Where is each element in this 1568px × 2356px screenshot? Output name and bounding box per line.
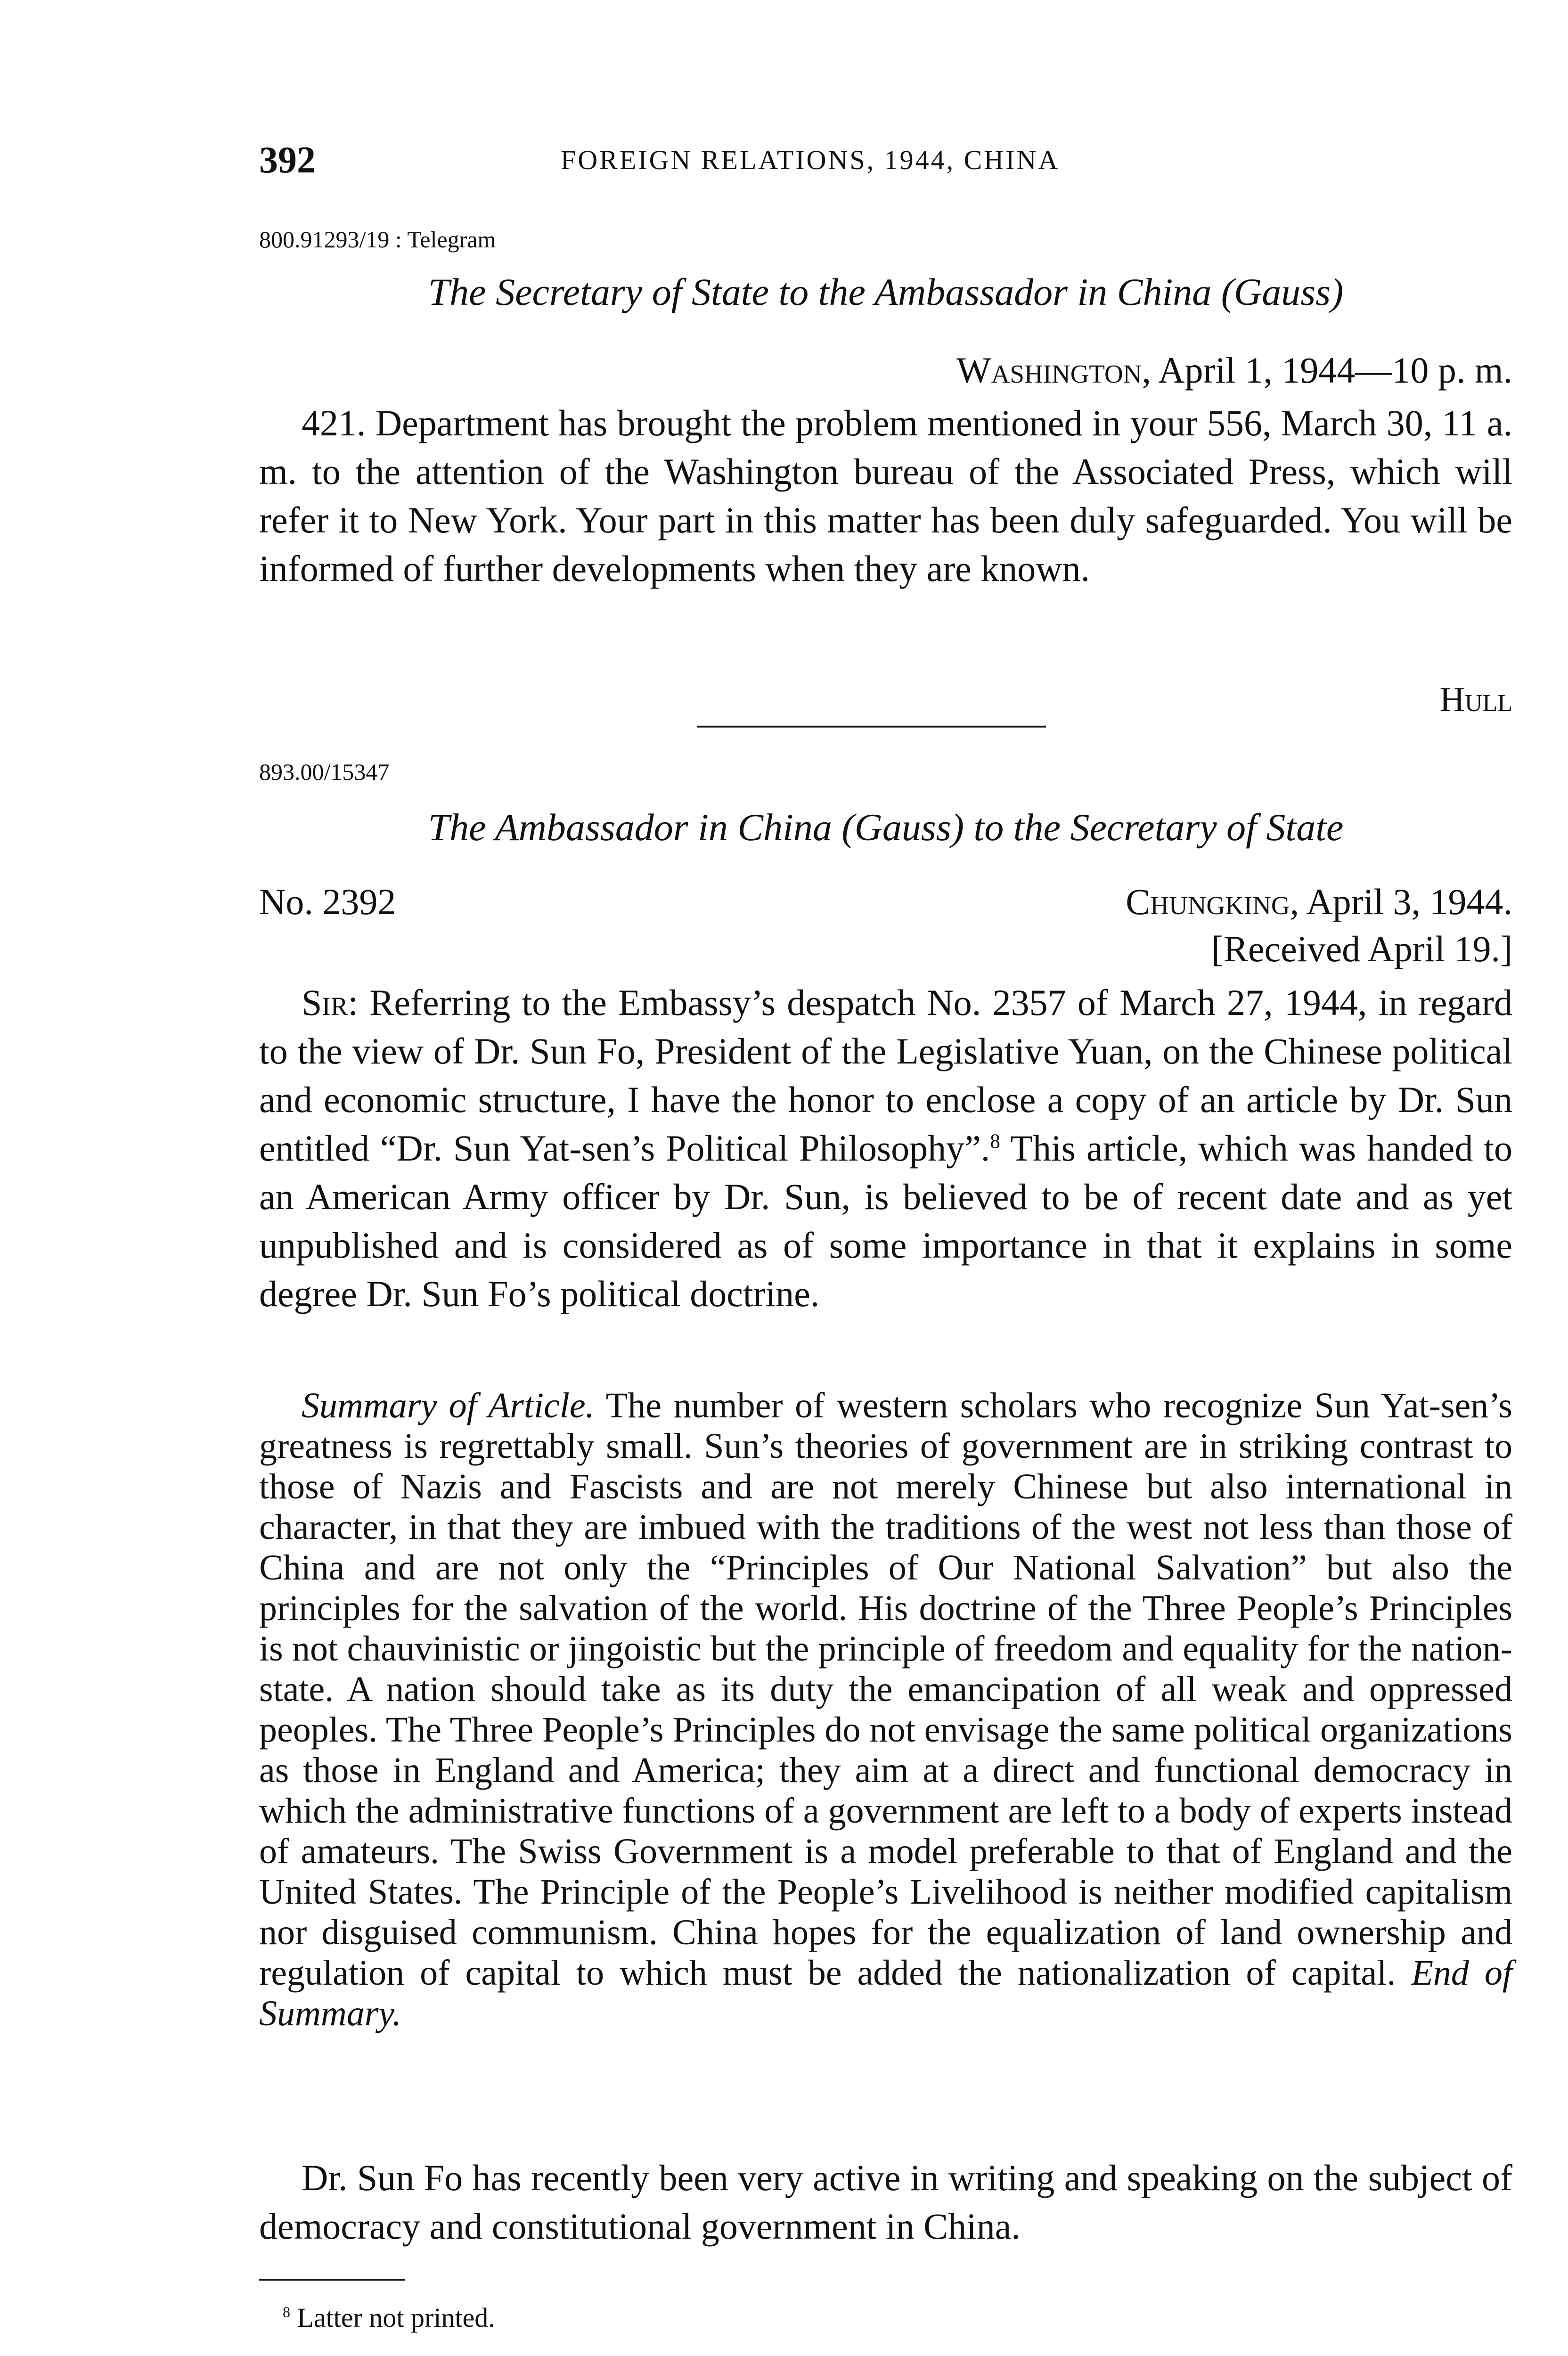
paragraph-text: Referring to the Embassy’s despatch No. 2357 of March 27, 1944, in regard to the view of Dr. Sun Fo, President of the Legislative Yuan, on the Chinese political and economic structure, I have the honor to enclose a copy of an article by Dr. Sun entitled “Dr. Sun Yat-sen’s Political Philosophy”.: [259, 982, 1512, 1169]
footnote-text: Latter not printed.: [297, 2302, 495, 2333]
section-separator: [697, 726, 1046, 728]
footnote-reference: 8: [990, 1130, 1000, 1153]
telegram-paragraph: 421. Department has brought the problem mentioned in your 556, March 30, 11 a. m. to the attention of the Washington bureau of the Associated Press, which will refer it to New York. Your part in this matter has been duly safeguarded. You will be informed of further developments when they are known.: [259, 402, 1512, 589]
signature: Hull: [1439, 680, 1512, 719]
despatch-number: No. 2392: [259, 881, 396, 922]
summary-end: End of Summary.: [259, 1953, 1512, 2033]
dateline-place: Chungking: [1126, 881, 1290, 922]
footnote-rule: [259, 2279, 405, 2281]
document-title-2: The Ambassador in China (Gauss) to the Secretary of State: [428, 806, 1344, 849]
dateline-place: Washington: [956, 350, 1142, 391]
footnote-mark: 8: [283, 2304, 290, 2321]
dateline-date: , April 3, 1944.: [1290, 881, 1512, 922]
article-summary: [259, 1385, 1512, 2034]
summary-label: Summary of Article.: [302, 1386, 595, 1425]
telegram-body: [259, 399, 1512, 593]
summary-paragraph: [259, 1385, 1512, 2034]
page-number: 392: [259, 139, 316, 181]
summary-text: The number of western scholars who recognize Sun Yat-sen’s greatness is regrettably small. Sun’s theories of government are in striking contrast to those of Nazis and Fascists and are not merely Chinese but also international in character, in that they are imbued with the traditions of the west not less than those of China and are not only the “Principles of Our National Salvation” but also the principles for the salvation of the world. His doctrine of the Three People’s Principles is not chauvinistic or jingoistic but the principle of freedom and equality for the nation-state. A nation should take as its duty the emancipation of all weak and oppressed peoples. The Three People’s Principles do not envisage the same political organizations as those in England and America; they aim at a direct and functional democracy in which the administrative functions of a government are left to a body of experts instead of amateurs. The Swiss Government is a model preferable to that of England and the United States. The Principle of the People’s Livelihood is neither modified capitalism nor disguised communism. China hopes for the equalization of land ownership and regulation of capital to which must be added the nationalization of capital.: [259, 1386, 1512, 1993]
received-date: [Received April 19.]: [1211, 928, 1512, 969]
document-title-1: The Secretary of State to the Ambassador in China (Gauss): [428, 270, 1344, 313]
closing-body: [259, 2153, 1512, 2250]
salutation: Sir:: [302, 982, 359, 1023]
running-head: [259, 137, 1512, 184]
despatch-paragraph-1: [259, 978, 1512, 1318]
footnote: [283, 2301, 495, 2334]
dateline-2: [1126, 879, 1512, 924]
file-reference-2: 893.00/15347: [259, 759, 390, 785]
running-title: FOREIGN RELATIONS, 1944, CHINA: [561, 145, 1060, 175]
dateline-1: [956, 348, 1512, 393]
dateline-date: , April 1, 1944—10 p. m.: [1142, 350, 1512, 391]
despatch-body: [259, 978, 1512, 1318]
paragraph-text: This article, which was handed to an American Army officer by Dr. Sun, is believed to be of recent date and as yet unpublished and is considered as of some importance in that it explains in some degree Dr. Sun Fo’s political doctrine.: [259, 1128, 1512, 1314]
file-reference-1: 800.91293/19 : Telegram: [259, 226, 496, 253]
despatch-paragraph-3: Dr. Sun Fo has recently been very active in writing and speaking on the subject of democracy and constitutional government in China.: [259, 2157, 1512, 2247]
